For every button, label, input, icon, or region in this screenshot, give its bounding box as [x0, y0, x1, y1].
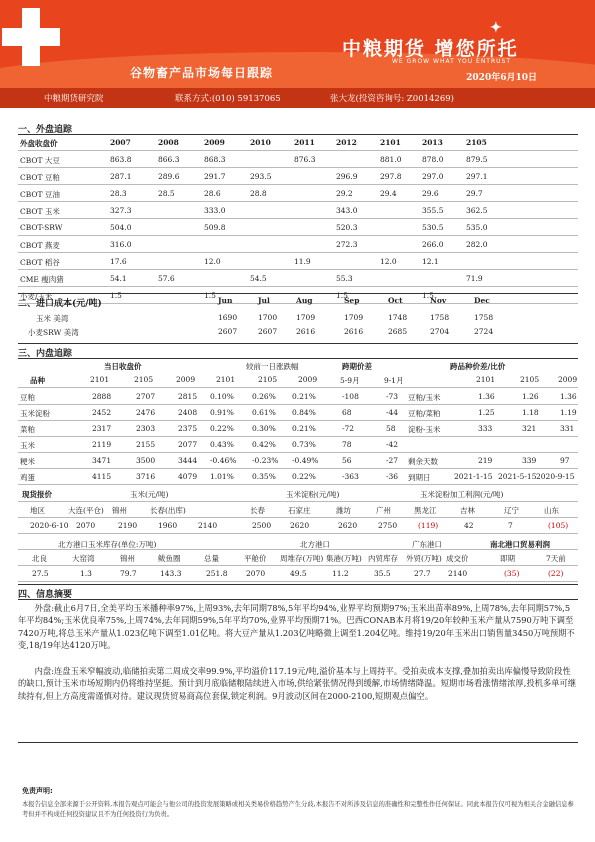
divider — [18, 343, 578, 344]
port-value: 2140 — [448, 569, 468, 578]
row-label: 粳米 — [20, 457, 35, 466]
table-cell: 878.0 — [422, 155, 444, 164]
column-header: 2009 — [204, 138, 225, 147]
table-cell: 29.2 — [336, 189, 353, 198]
row-label: 小麦/玉米 — [20, 292, 53, 301]
profit-value: (119) — [418, 521, 439, 530]
column-header: 潍坊 — [336, 506, 351, 515]
change-cell: 0.91% — [210, 408, 234, 417]
brand-name: 中粮期货 增您所托 — [342, 38, 519, 60]
column-header: Sep — [344, 296, 360, 305]
column-header: 锦州 — [112, 506, 127, 515]
change-cell: 0.84% — [292, 408, 316, 417]
table-row — [18, 186, 578, 202]
table-cell: 57.6 — [158, 274, 175, 283]
change-cell: 0.42% — [252, 440, 276, 449]
table-row — [18, 453, 578, 469]
spread-cell: 58 — [386, 424, 396, 433]
row-label: CBOT 玉米 — [20, 207, 60, 216]
column-header: 总量 — [204, 554, 219, 563]
table-cell: 1690 — [218, 313, 238, 322]
profit-value: 42 — [464, 521, 474, 530]
row-label: 玉米 美湾 — [36, 314, 69, 323]
table-cell: 296.9 — [336, 172, 358, 181]
table-cell: 1748 — [388, 313, 408, 322]
port-value: 49.5 — [290, 569, 307, 578]
port-value: (22) — [548, 569, 564, 578]
table-cell: 17.6 — [110, 257, 127, 266]
divider — [18, 599, 578, 600]
table-cell: 333.0 — [204, 206, 226, 215]
change-cell: 0.22% — [210, 424, 234, 433]
column-header: 5-9月 — [340, 376, 360, 385]
spot-value: 2750 — [378, 521, 398, 530]
table-cell: 297.8 — [380, 172, 402, 181]
price-cell: 2375 — [178, 424, 198, 433]
spot-value: 1960 — [158, 521, 178, 530]
table-cell: 316.0 — [110, 240, 132, 249]
port-value: 251.8 — [206, 569, 228, 578]
table-cell: 28.3 — [110, 189, 127, 198]
section-title-import: 二、进口成本(元/吨) — [18, 299, 102, 309]
row-label: CBOT 豆粕 — [20, 173, 60, 182]
ratio-cell: 2021-5-15 — [498, 472, 537, 481]
price-cell: 2408 — [178, 408, 198, 417]
column-header: 2013 — [422, 138, 443, 147]
row-label: CBOT-SRW — [20, 223, 63, 232]
table-cell: 1.5 — [204, 291, 216, 300]
price-cell: 2119 — [92, 440, 112, 449]
table-row — [18, 169, 578, 185]
ratio-label: 淀粉-玉米 — [408, 425, 441, 434]
spread-cell: -27 — [386, 456, 399, 465]
table-cell: 11.9 — [294, 257, 311, 266]
change-cell: 0.22% — [292, 472, 316, 481]
table-row — [18, 502, 578, 518]
column-header: 吉林 — [460, 506, 475, 515]
column-header: 周堆存(万吨) — [280, 554, 324, 563]
port-value: 2070 — [246, 569, 266, 578]
price-cell: 2077 — [178, 440, 198, 449]
group-header: 北方港口玉米库存(单位:万吨) — [58, 540, 157, 549]
port-value: 11.2 — [332, 569, 349, 578]
row-label: 鸡蛋 — [20, 473, 35, 482]
table-cell: 2704 — [430, 327, 450, 336]
spread-cell: -73 — [386, 392, 399, 401]
ratio-cell: 219 — [478, 456, 493, 465]
change-cell: 0.21% — [292, 424, 316, 433]
spot-value: 2190 — [118, 521, 138, 530]
price-cell: 4115 — [92, 472, 112, 481]
column-header: 外贸(万吨) — [406, 554, 442, 563]
ratio-cell: 339 — [522, 456, 537, 465]
change-cell: 0.21% — [292, 392, 316, 401]
report-title: 谷物畜产品市场每日跟踪 — [130, 66, 274, 80]
column-header: 2011 — [294, 138, 315, 147]
spread-cell: 78 — [342, 440, 352, 449]
table-cell: 1758 — [474, 313, 494, 322]
row-label: CBOT 豆油 — [20, 190, 60, 199]
price-cell: 2476 — [136, 408, 156, 417]
price-cell: 2155 — [136, 440, 156, 449]
column-header: 2009 — [298, 375, 318, 384]
column-header: 2012 — [336, 138, 357, 147]
group-header: 南北港口贸易利润 — [490, 540, 550, 549]
column-header: 大连(平仓) — [68, 506, 104, 515]
ratio-cell: 1.26 — [522, 392, 539, 401]
group-header: 北方港口 — [300, 540, 330, 549]
column-header: 2105 — [466, 138, 487, 147]
column-header: 长春(出库) — [150, 506, 186, 515]
spread-cell: -42 — [386, 440, 399, 449]
section-title-domestic: 三、内盘追踪 — [18, 349, 73, 359]
spread-cell: -72 — [342, 424, 355, 433]
column-header: 内贸库存 — [368, 554, 398, 563]
spot-value: 2620 — [338, 521, 358, 530]
column-header: 2101 — [216, 375, 236, 384]
table-row — [18, 254, 578, 270]
spread-cell: -363 — [342, 472, 359, 481]
table-cell: 28.8 — [250, 189, 267, 198]
change-cell: -0.46% — [210, 456, 237, 465]
table-row — [18, 536, 578, 550]
change-cell: 0.73% — [292, 440, 316, 449]
table-cell: 2616 — [296, 327, 316, 336]
column-header: 2105 — [258, 375, 278, 384]
table-cell: 282.0 — [466, 240, 488, 249]
spread-cell: -108 — [342, 392, 359, 401]
ratio-cell: 2021-1-15 — [454, 472, 493, 481]
column-header: Jun — [218, 296, 233, 305]
table-row — [18, 372, 578, 388]
row-label: CBOT 大豆 — [20, 156, 60, 165]
price-cell: 2317 — [92, 424, 112, 433]
column-header: 2101 — [476, 375, 496, 384]
spot-date: 2020-6-10 — [30, 521, 69, 530]
table-cell: 535.0 — [466, 223, 488, 232]
row-label: 玉米 — [20, 441, 35, 450]
spot-value: 2140 — [198, 521, 218, 530]
group-header: 玉米(元/吨) — [130, 490, 169, 499]
table-row — [18, 518, 578, 534]
row-label: 豆粕 — [20, 393, 35, 402]
change-cell: 0.10% — [210, 392, 234, 401]
column-header: 2007 — [110, 138, 131, 147]
column-header: 辽宁 — [504, 506, 519, 515]
table-cell: 28.6 — [204, 189, 221, 198]
summary-external: 外盘:截止6月7日,全美平均玉米播种率97%,上周93%,去年同期78%,5年平均94%,业界平均预期97%;玉米出苗率89%,上周78%,去年同期57%,5年平均84%;玉米优良率75%,上周74%,去年同期59%,5年平均70%,业界平均预期71%。巴西CONAB本月将19/20年较种玉米产量从7590万吨下调至7420万吨,将总玉米产量从1.023亿吨下调至1.01亿吨。将大豆产量从1.203亿吨略微上调至1.204亿吨。维持19/20年玉米出口销售量3450万吨预期不变,18/19年达4120万吨。 — [18, 603, 575, 651]
table-row — [18, 358, 578, 372]
domestic-market-table — [18, 358, 578, 486]
table-cell: 293.5 — [250, 172, 272, 181]
table-cell: 29.7 — [466, 189, 483, 198]
table-row — [18, 237, 578, 253]
column-header: 黑龙江 — [414, 506, 437, 515]
column-header: 2105 — [134, 375, 154, 384]
dept-name: 中粮期货研究院 — [44, 94, 104, 104]
column-header: 即期 — [500, 554, 515, 563]
price-cell: 3471 — [92, 456, 112, 465]
profit-value: (105) — [548, 521, 569, 530]
spread-cell: -44 — [386, 408, 399, 417]
table-cell: 266.0 — [422, 240, 444, 249]
table-row — [18, 550, 578, 566]
table-cell: 1.5 — [336, 291, 348, 300]
table-cell: 1.5 — [110, 291, 122, 300]
summary-domestic: 内盘:连盘玉米窄幅波动,临储拍卖第二周成交率99.9%,平均溢价117.19元/吨,溢价基本与上周持平。受拍卖成本支撑,叠加拍卖出库偏慢导致阶段性的缺口,预计玉米市场短期内仍将维持坚挺。预计到月底临储粮陆续进入市场,供给紧张情况得到缓解,市场情绪降温。短期市场看涨情绪浓厚,投机多单可继续持有,但上方高度需谨慎对待。建议现货贸易商高位套保,锁定利润。9月波动区间在2000-2100,短期观点偏空。 — [18, 666, 577, 701]
table-row — [18, 405, 578, 421]
ratio-label: 剩余天数 — [408, 457, 438, 466]
column-header: 集港(万吨) — [326, 554, 362, 563]
table-cell: 509.8 — [204, 223, 226, 232]
spot-value: 2620 — [290, 521, 310, 530]
contact: 联系方式:(010) 59137065 — [175, 94, 281, 104]
column-header: 2105 — [520, 375, 540, 384]
ratio-cell: 97 — [560, 456, 570, 465]
change-cell: -0.23% — [252, 456, 279, 465]
table-cell: 28.5 — [158, 189, 175, 198]
column-header: 山东 — [544, 506, 559, 515]
group-header: 广东港口 — [412, 540, 442, 549]
column-header: 鲅鱼圈 — [158, 554, 181, 563]
table-row — [18, 271, 578, 287]
table-row — [18, 310, 578, 324]
table-row — [18, 152, 578, 168]
row-label: 菜粕 — [20, 425, 35, 434]
table-cell: 881.0 — [380, 155, 402, 164]
table-row — [18, 486, 578, 502]
column-header: 长春 — [250, 506, 265, 515]
spread-cell: -36 — [386, 472, 399, 481]
sparkle-icon: ✦ — [490, 20, 502, 36]
import-cost-table — [18, 293, 578, 341]
ratio-cell: 1.25 — [478, 408, 495, 417]
column-header: 北良 — [32, 554, 47, 563]
price-cell: 2888 — [92, 392, 112, 401]
table-cell: 29.4 — [380, 189, 397, 198]
column-header: Aug — [296, 296, 313, 305]
row-label: CBOT 燕麦 — [20, 241, 60, 250]
region-label: 地区 — [30, 506, 45, 515]
table-cell: 12.0 — [380, 257, 397, 266]
port-value: 35.5 — [374, 569, 391, 578]
row-label: CBOT 稻谷 — [20, 258, 60, 267]
table-row — [18, 421, 578, 437]
info-bar — [0, 88, 595, 108]
column-header: 广州 — [376, 506, 391, 515]
table-cell: 55.3 — [336, 274, 353, 283]
disclaimer-title: 免责声明: — [22, 787, 53, 795]
ratio-label: 豆粕/玉米 — [408, 393, 441, 402]
price-cell: 2707 — [136, 392, 156, 401]
port-value: (35) — [504, 569, 520, 578]
profit-value: 7 — [508, 521, 513, 530]
table-cell: 327.3 — [110, 206, 132, 215]
row-header: 品种 — [30, 376, 45, 385]
table-row — [18, 203, 578, 219]
column-header: 7天前 — [546, 554, 566, 563]
price-cell: 2452 — [92, 408, 112, 417]
analyst: 张大龙(投资咨询号: Z0014269) — [330, 94, 454, 104]
table-cell: 863.8 — [110, 155, 132, 164]
ratio-cell: 1.18 — [522, 408, 539, 417]
table-cell: 520.3 — [336, 223, 358, 232]
column-header: 2009 — [558, 375, 578, 384]
change-cell: 0.26% — [252, 392, 276, 401]
price-cell: 3444 — [178, 456, 198, 465]
table-cell: 2616 — [344, 327, 364, 336]
table-row — [18, 437, 578, 453]
table-cell: 1709 — [344, 313, 364, 322]
price-cell: 2303 — [136, 424, 156, 433]
spot-price-table — [18, 486, 578, 536]
column-header: 平舱价 — [244, 554, 267, 563]
ratio-cell: 1.36 — [478, 392, 495, 401]
change-cell: 1.01% — [210, 472, 234, 481]
table-cell: 297.1 — [466, 172, 488, 181]
header-banner — [0, 0, 595, 88]
table-cell: 362.5 — [466, 206, 488, 215]
section-title-summary: 四、信息摘要 — [18, 590, 73, 600]
column-header: 成交价 — [446, 554, 469, 563]
table-row — [18, 135, 578, 151]
ratio-cell: 2020-9-15 — [536, 472, 575, 481]
group-header: 玉米淀粉加工利润(元/吨) — [420, 490, 504, 499]
column-header: 大窑湾 — [72, 554, 95, 563]
column-header: Jul — [258, 296, 270, 305]
table-row — [18, 566, 578, 582]
ratio-cell: 331 — [560, 424, 575, 433]
column-header: Nov — [430, 296, 447, 305]
column-header: Oct — [388, 296, 403, 305]
table-row — [18, 389, 578, 405]
port-value: 27.5 — [32, 569, 49, 578]
section-title-external: 一、外盘追踪 — [18, 125, 73, 135]
table-cell: 71.9 — [466, 274, 483, 283]
table-cell: 879.5 — [466, 155, 488, 164]
group-header: 跨品种价差/比价 — [450, 362, 506, 371]
column-header: 2009 — [176, 375, 196, 384]
table-cell: 54.1 — [110, 274, 127, 283]
port-value: 1.3 — [80, 569, 92, 578]
disclaimer-text: 本报告信息全部来源于公开资料,本报告观点可能会与他公司的投资发展策略或相关类易价格趋势产生分歧,本报告不对所涉及信息的准确性和完整性作任何保证。同此本报告仅可视为相关合金融信息参考但并不构成任何投资建议且不为任何投资行为负责。 — [22, 801, 574, 818]
table-cell: 272.3 — [336, 240, 358, 249]
table-cell: 12.0 — [204, 257, 221, 266]
table-cell: 29.6 — [422, 189, 439, 198]
row-label: 小麦SRW 美湾 — [28, 328, 79, 337]
table-cell: 1700 — [258, 313, 278, 322]
table-row — [18, 324, 578, 338]
table-cell: 2607 — [258, 327, 278, 336]
column-header: 外盘收盘价 — [20, 139, 58, 148]
change-cell: 0.35% — [252, 472, 276, 481]
change-cell: 0.61% — [252, 408, 276, 417]
brand-slogan: WE GROW WHAT YOU ENTRUST — [392, 58, 512, 65]
column-header: 2101 — [380, 138, 401, 147]
change-cell: -0.49% — [292, 456, 319, 465]
divider — [18, 584, 578, 585]
table-cell: 12.1 — [422, 257, 439, 266]
table-cell: 868.3 — [204, 155, 226, 164]
spot-value: 2070 — [76, 521, 96, 530]
row-label: 玉米淀粉 — [20, 409, 50, 418]
column-header: 2010 — [250, 138, 271, 147]
table-cell: 54.5 — [250, 274, 267, 283]
table-cell: 287.1 — [110, 172, 132, 181]
port-value: 143.3 — [160, 569, 182, 578]
table-cell: 355.5 — [422, 206, 444, 215]
table-cell: 530.5 — [422, 223, 444, 232]
table-cell: 876.3 — [294, 155, 316, 164]
table-cell: 866.3 — [158, 155, 180, 164]
column-header: 2101 — [90, 375, 110, 384]
logo-plus-icon-bar — [2, 28, 60, 46]
report-date: 2020年6月10日 — [466, 73, 537, 83]
table-row — [18, 220, 578, 236]
price-cell: 2815 — [178, 392, 198, 401]
ratio-cell: 1.19 — [560, 408, 577, 417]
change-cell: 0.43% — [210, 440, 234, 449]
table-cell: 504.0 — [110, 223, 132, 232]
column-header: 石家庄 — [288, 506, 311, 515]
row-label: CME 瘦肉猪 — [20, 275, 64, 284]
port-value: 27.7 — [414, 569, 431, 578]
table-cell: 1709 — [296, 313, 316, 322]
port-inventory-table — [18, 536, 578, 582]
group-header: 玉米淀粉(元/吨) — [286, 490, 340, 499]
ratio-cell: 1.36 — [560, 392, 577, 401]
table-cell: 289.6 — [158, 172, 180, 181]
table-cell: 291.7 — [204, 172, 226, 181]
table-row — [18, 293, 578, 309]
table-cell: 297.0 — [422, 172, 444, 181]
divider — [18, 742, 578, 743]
group-header: 当日收盘价 — [104, 362, 142, 371]
spread-cell: 56 — [342, 456, 352, 465]
price-cell: 3716 — [136, 472, 156, 481]
table-cell: 1.5 — [422, 291, 434, 300]
price-cell: 3500 — [136, 456, 156, 465]
table-cell: 2607 — [218, 327, 238, 336]
table-cell: 2685 — [388, 327, 408, 336]
ratio-cell: 321 — [522, 424, 537, 433]
spread-cell: 68 — [342, 408, 352, 417]
group-header: 跨期价差 — [342, 362, 372, 371]
table-cell: 343.0 — [336, 206, 358, 215]
ratio-label: 到期日 — [408, 473, 431, 482]
spot-value: 2500 — [252, 521, 272, 530]
column-header: 2008 — [158, 138, 179, 147]
spot-label: 现货报价 — [22, 490, 52, 499]
port-value: 79.7 — [120, 569, 137, 578]
change-cell: 0.30% — [252, 424, 276, 433]
column-header: 9-1月 — [384, 376, 404, 385]
column-header: 锦州 — [120, 554, 135, 563]
table-row — [18, 469, 578, 485]
table-cell: 2724 — [474, 327, 494, 336]
price-cell: 4079 — [178, 472, 198, 481]
ratio-label: 豆粕/菜粕 — [408, 409, 441, 418]
group-header: 较前一日涨跌幅 — [246, 362, 299, 371]
column-header: Dec — [474, 296, 490, 305]
ratio-cell: 333 — [478, 424, 493, 433]
table-cell: 1758 — [430, 313, 450, 322]
